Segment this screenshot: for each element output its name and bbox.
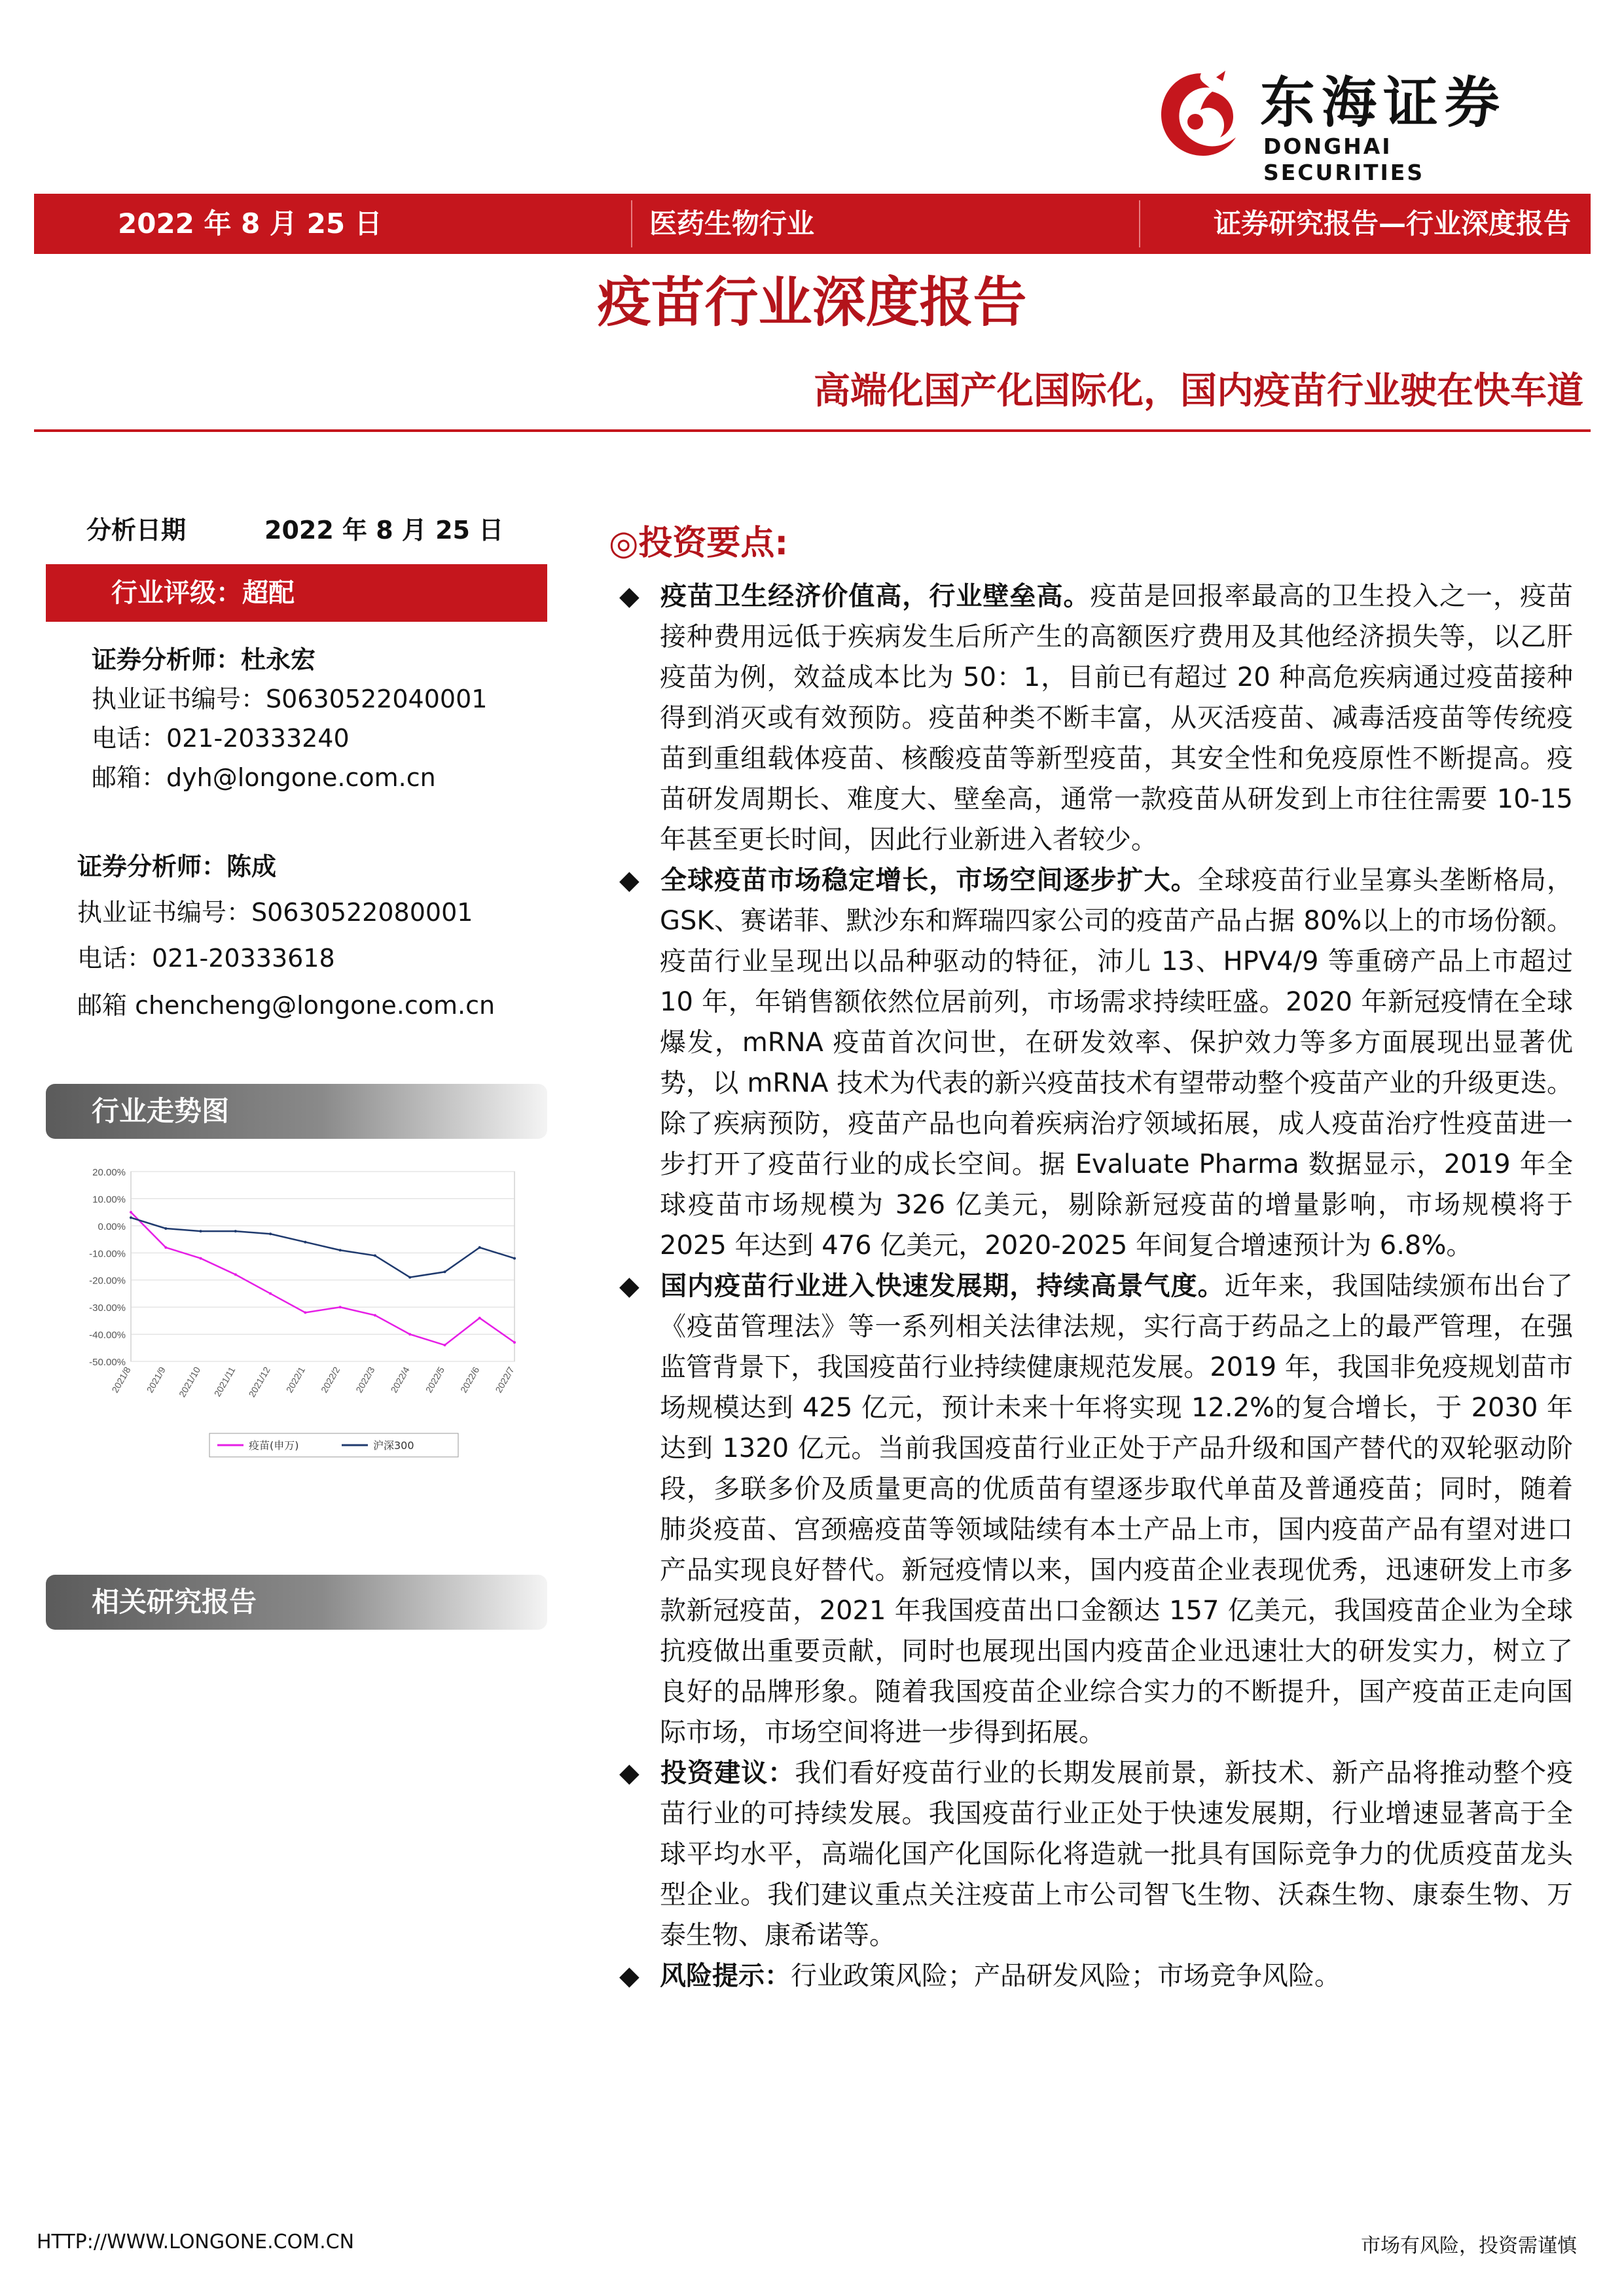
paragraph-heading: 疫苗卫生经济价值高，行业壁垒高。 (660, 581, 1091, 611)
analyst-cert: 执业证书编号：S0630522080001 (77, 898, 473, 927)
y-tick-label: -10.00% (89, 1248, 126, 1260)
paragraph-text: 我们看好疫苗行业的长期发展前景，新技术、新产品将推动整个疫苗行业的可持续发展。我国疫苗行业正处于快速发展期，行业增速显著高于全球平均水平，高端化国产化国际化将造就一批具有国际竞争力的优质疫苗龙头型企业。我们建议重点关注疫苗上市公司智飞生物、沃森生物、康泰生物、万泰生物、康希诺等。 (660, 1758, 1574, 1950)
dragon-logo-icon (1152, 65, 1250, 164)
analyst-email[interactable]: 邮箱 chencheng@longone.com.cn (77, 991, 496, 1020)
x-tick-label: 2022/1 (283, 1365, 307, 1395)
diamond-bullet-icon: ◆ (619, 581, 640, 611)
logo-chinese-text: 东海证券 (1260, 71, 1507, 135)
highlight-paragraph (619, 1266, 1574, 1753)
paragraph-text: 近年来，我国陆续颁布出台了《疫苗管理法》等一系列相关法律法规，实行高于药品之上的最严管理，在强监管背景下，我国疫苗行业持续健康规范发展。2019 年，我国非免疫规划苗市场规模达到 425 亿元，预计未来十年将实现 12.2%的复合增长，于 2030 年达到 1320 亿元。当前我国疫苗行业正处于产品升级和国产替代的双轮驱动阶段，多联多价及质量更高的优质苗有望逐步取代单苗及普通疫苗；同时，随着肺炎疫苗、宫颈癌疫苗等领域陆续有本土产品上市，国内疫苗产品有望对进口产品实现良好替代。新冠疫情以来，国内疫苗企业表现优秀，迅速研发上市多款新冠疫苗，2021 年我国疫苗出口金额达 157 亿美元，我国疫苗企业为全球抗疫做出重要贡献，同时也展现出国内疫苗企业迅速壮大的研发实力，树立了良好的品牌形象。随着我国疫苗企业综合实力的不断提升，国产疫苗正走向国际市场，市场空间将进一步得到拓展。 (660, 1271, 1574, 1748)
analyst-name: 证券分析师：陈成 (77, 852, 277, 881)
data-point (408, 1276, 411, 1279)
analysis-date-label: 分析日期 (86, 516, 187, 545)
related-reports-tab: 相关研究报告 (46, 1575, 547, 1630)
x-tick-label: 2021/9 (144, 1365, 168, 1395)
data-point (200, 1230, 202, 1232)
data-point (513, 1257, 516, 1260)
y-tick-label: 20.00% (92, 1167, 126, 1178)
report-date: 2022 年 8 月 25 日 (118, 207, 382, 240)
industry-trend-tab: 行业走势图 (46, 1084, 547, 1139)
data-point (304, 1311, 306, 1314)
y-tick-label: 10.00% (92, 1194, 126, 1206)
data-point (269, 1292, 272, 1295)
diamond-bullet-icon: ◆ (619, 1758, 640, 1788)
y-tick-label: -20.00% (89, 1275, 126, 1287)
paragraph-text: 疫苗是回报率最高的卫生投入之一，疫苗接种费用远低于疾病发生后所产生的高额医疗费用及其他经济损失等，以乙肝疫苗为例，效益成本比为 50：1，目前已有超过 20 种高危疾病通过疫苗接种得到消灭或有效预防。疫苗种类不断丰富，从灭活疫苗、减毒活疫苗等传统疫苗到重组载体疫苗、核酸疫苗等新型疫苗，其安全性和免疫原性不断提高。疫苗研发周期长、难度大、壁垒高，通常一款疫苗从研发到上市往往需要 10-15 年甚至更长时间，因此行业新进入者较少。 (660, 581, 1573, 855)
paragraph-heading: 全球疫苗市场稳定增长，市场空间逐步扩大。 (660, 865, 1198, 895)
data-point (164, 1246, 167, 1249)
risk-disclaimer: 市场有风险，投资需谨慎 (1361, 2234, 1577, 2257)
legend-box (209, 1433, 458, 1457)
section-title: ◎投资要点: (609, 524, 789, 563)
diamond-bullet-icon: ◆ (619, 1271, 640, 1301)
x-tick-label: 2022/4 (388, 1365, 412, 1395)
header-bar (34, 194, 1591, 254)
analyst-phone: 电话：021-20333618 (77, 944, 335, 973)
website-link[interactable]: HTTP://WWW.LONGONE.COM.CN (37, 2231, 355, 2253)
plot-area (131, 1172, 514, 1361)
data-point (234, 1273, 237, 1276)
x-tick-label: 2022/3 (353, 1365, 377, 1395)
page-title: 疫苗行业深度报告 (597, 272, 1027, 334)
x-tick-label: 2021/10 (176, 1365, 203, 1399)
y-tick-label: -30.00% (89, 1302, 126, 1314)
highlight-paragraph (619, 1753, 1574, 1956)
data-point (304, 1241, 306, 1244)
legend-label: 疫苗(申万) (249, 1439, 299, 1452)
data-point (408, 1333, 411, 1336)
page-subtitle: 高端化国产化国际化，国内疫苗行业驶在快车道 (814, 370, 1583, 412)
analyst-cert: 执业证书编号：S0630522040001 (92, 685, 488, 713)
report-type: 证券研究报告—行业深度报告 (1213, 207, 1571, 240)
data-point (374, 1254, 376, 1257)
header-divider (631, 200, 632, 247)
highlight-paragraph (619, 576, 1573, 860)
data-point (374, 1314, 376, 1317)
paragraph-heading: 投资建议： (660, 1758, 795, 1788)
data-point (130, 1211, 132, 1213)
legend-label: 沪深300 (373, 1439, 414, 1452)
analyst-phone: 电话：021-20333240 (92, 724, 350, 753)
x-tick-label: 2021/12 (246, 1365, 272, 1399)
paragraph-heading: 风险提示： (660, 1961, 791, 1991)
investment-highlights (619, 576, 1574, 1996)
data-point (269, 1232, 272, 1235)
paragraph-heading: 国内疫苗行业进入快速发展期，持续高景气度。 (660, 1271, 1225, 1301)
data-point (478, 1317, 481, 1319)
industry-rating: 行业评级：超配 (46, 564, 547, 622)
paragraph-text: 行业政策风险；产品研发风险；市场竞争风险。 (791, 1961, 1341, 1991)
data-point (234, 1230, 237, 1232)
industry-trend-chart (46, 1158, 547, 1479)
x-tick-label: 2021/11 (211, 1365, 238, 1399)
data-point (478, 1246, 481, 1249)
x-tick-label: 2022/2 (318, 1365, 342, 1395)
data-point (130, 1216, 132, 1219)
header-divider (1139, 200, 1140, 247)
analyst-name: 证券分析师：杜永宏 (92, 645, 316, 674)
diamond-bullet-icon: ◆ (619, 865, 640, 895)
analysis-date: 2022 年 8 月 25 日 (264, 516, 504, 545)
logo-english-text: DONGHAI SECURITIES (1263, 134, 1425, 185)
title-divider (34, 429, 1591, 432)
paragraph-text: 全球疫苗行业呈寡头垄断格局，GSK、赛诺菲、默沙东和辉瑞四家公司的疫苗产品占据 80%以上的市场份额。疫苗行业呈现出以品种驱动的特征，沛儿 13、HPV4/9 等重磅产品上市超过 10 年，年销售额依然位居前列，市场需求持续旺盛。2020 年新冠疫情在全球爆发，mRNA 疫苗首次问世，在研发效率、保护效力等多方面展现出显著优势，以 mRNA 技术为代表的新兴疫苗技术有望带动整个疫苗产业的升级更迭。除了疾病预防，疫苗产品也向着疾病治疗领域拓展，成人疫苗治疗性疫苗进一步打开了疫苗行业的成长空间。据 Evaluate Pharma 数据显示，2019 年全球疫苗市场规模为 326 亿美元，剔除新冠疫苗的增量影响，市场规模将于 2025 年达到 476 亿美元，2020-2025 年间复合增速预计为 6.8%。 (660, 865, 1574, 1261)
industry-label: 医药生物行业 (649, 207, 815, 240)
data-point (513, 1341, 516, 1344)
y-tick-label: 0.00% (98, 1221, 126, 1232)
company-logo (1152, 65, 1558, 185)
data-point (443, 1344, 446, 1346)
x-tick-label: 2022/6 (458, 1365, 482, 1395)
data-point (200, 1257, 202, 1260)
data-point (339, 1249, 342, 1251)
x-tick-label: 2022/5 (423, 1365, 447, 1395)
highlight-paragraph (619, 1956, 1573, 1996)
data-point (443, 1270, 446, 1273)
y-tick-label: -40.00% (89, 1329, 126, 1341)
diamond-bullet-icon: ◆ (619, 1961, 640, 1991)
x-tick-label: 2022/7 (493, 1365, 516, 1395)
highlight-paragraph (619, 860, 1574, 1266)
data-point (164, 1227, 167, 1230)
data-point (339, 1306, 342, 1308)
analyst-email[interactable]: 邮箱：dyh@longone.com.cn (92, 763, 436, 792)
y-tick-label: -50.00% (89, 1357, 126, 1368)
x-tick-label: 2021/8 (109, 1365, 133, 1395)
